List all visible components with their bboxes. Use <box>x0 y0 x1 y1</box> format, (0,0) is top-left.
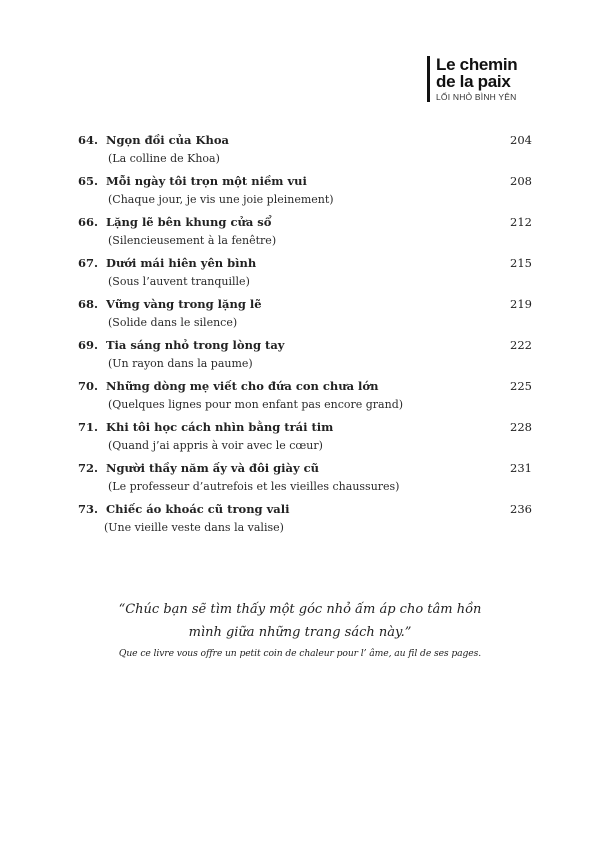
toc-number: 66. <box>78 215 99 229</box>
brand-subtitle: LỐI NHỎ BÌNH YÊN <box>436 92 517 102</box>
toc-number: 72. <box>78 461 99 475</box>
brand-title-line1: Le chemin <box>436 55 518 74</box>
toc-title[interactable]: Người thầy năm ấy và đôi giày cũ <box>106 461 320 475</box>
toc-page: 225 <box>510 379 532 393</box>
toc-entry[interactable] <box>78 335 534 376</box>
brand-title-line2: de la paix <box>436 72 511 91</box>
toc-entry[interactable] <box>78 417 534 458</box>
toc-subtitle: (Une vieille veste dans la valise) <box>104 521 284 534</box>
toc-number: 64. <box>78 133 99 147</box>
toc-title[interactable]: Những dòng mẹ viết cho đứa con chưa lớn <box>106 379 379 393</box>
toc-page: 215 <box>510 256 532 270</box>
table-of-contents <box>78 130 534 540</box>
toc-page: 212 <box>510 215 532 229</box>
toc-subtitle: (Un rayon dans la paume) <box>108 357 253 370</box>
toc-subtitle: (Sous l’auvent tranquille) <box>108 275 250 288</box>
toc-subtitle: (La colline de Khoa) <box>108 152 220 165</box>
closing-quote <box>80 598 520 644</box>
toc-page: 236 <box>510 502 532 516</box>
toc-title[interactable]: Tia sáng nhỏ trong lòng tay <box>106 338 285 352</box>
toc-entry[interactable] <box>78 253 534 294</box>
toc-title[interactable]: Khi tôi học cách nhìn bằng trái tim <box>106 420 334 434</box>
brand-logo <box>427 56 546 102</box>
toc-subtitle: (Le professeur d’autrefois et les vieilles chaussures) <box>108 480 400 493</box>
toc-number: 65. <box>78 174 99 188</box>
toc-subtitle: (Quand j’ai appris à voir avec le cœur) <box>108 439 323 452</box>
toc-title[interactable]: Dưới mái hiên yên bình <box>106 256 257 270</box>
toc-subtitle: (Silencieusement à la fenêtre) <box>108 234 277 247</box>
toc-page: 231 <box>510 461 532 475</box>
toc-number: 73. <box>78 502 99 516</box>
toc-title[interactable]: Mỗi ngày tôi trọn một niềm vui <box>106 174 307 188</box>
toc-title[interactable]: Chiếc áo khoác cũ trong vali <box>106 502 290 516</box>
toc-entry[interactable] <box>78 130 534 171</box>
toc-title[interactable]: Vững vàng trong lặng lẽ <box>106 297 262 311</box>
toc-number: 67. <box>78 256 99 270</box>
toc-subtitle: (Chaque jour, je vis une joie pleinement) <box>108 193 334 206</box>
toc-page: 219 <box>510 297 532 311</box>
toc-entry[interactable] <box>78 294 534 335</box>
toc-page: 222 <box>510 338 532 352</box>
toc-number: 69. <box>78 338 99 352</box>
quote-french: Que ce livre vous offre un petit coin de chaleur pour l’ âme, au fil de ses pages. <box>118 648 482 659</box>
toc-title[interactable]: Lặng lẽ bên khung cửa sổ <box>106 215 272 229</box>
toc-number: 70. <box>78 379 99 393</box>
toc-subtitle: (Quelques lignes pour mon enfant pas encore grand) <box>108 398 404 411</box>
toc-entry[interactable] <box>78 212 534 253</box>
toc-page: 228 <box>510 420 532 434</box>
toc-subtitle: (Solide dans le silence) <box>108 316 238 329</box>
quote-line-1: “Chúc bạn sẽ tìm thấy một góc nhỏ ấm áp cho tâm hồn <box>118 602 482 617</box>
toc-page: 204 <box>510 133 532 147</box>
toc-entry[interactable] <box>78 499 534 540</box>
toc-number: 71. <box>78 420 99 434</box>
toc-number: 68. <box>78 297 99 311</box>
toc-entry[interactable] <box>78 458 534 499</box>
quote-line-2: mình giữa những trang sách này.” <box>188 625 412 640</box>
toc-entry[interactable] <box>78 376 534 417</box>
toc-entry[interactable] <box>78 171 534 212</box>
toc-page: 208 <box>510 174 532 188</box>
toc-title[interactable]: Ngọn đồi của Khoa <box>106 133 229 147</box>
